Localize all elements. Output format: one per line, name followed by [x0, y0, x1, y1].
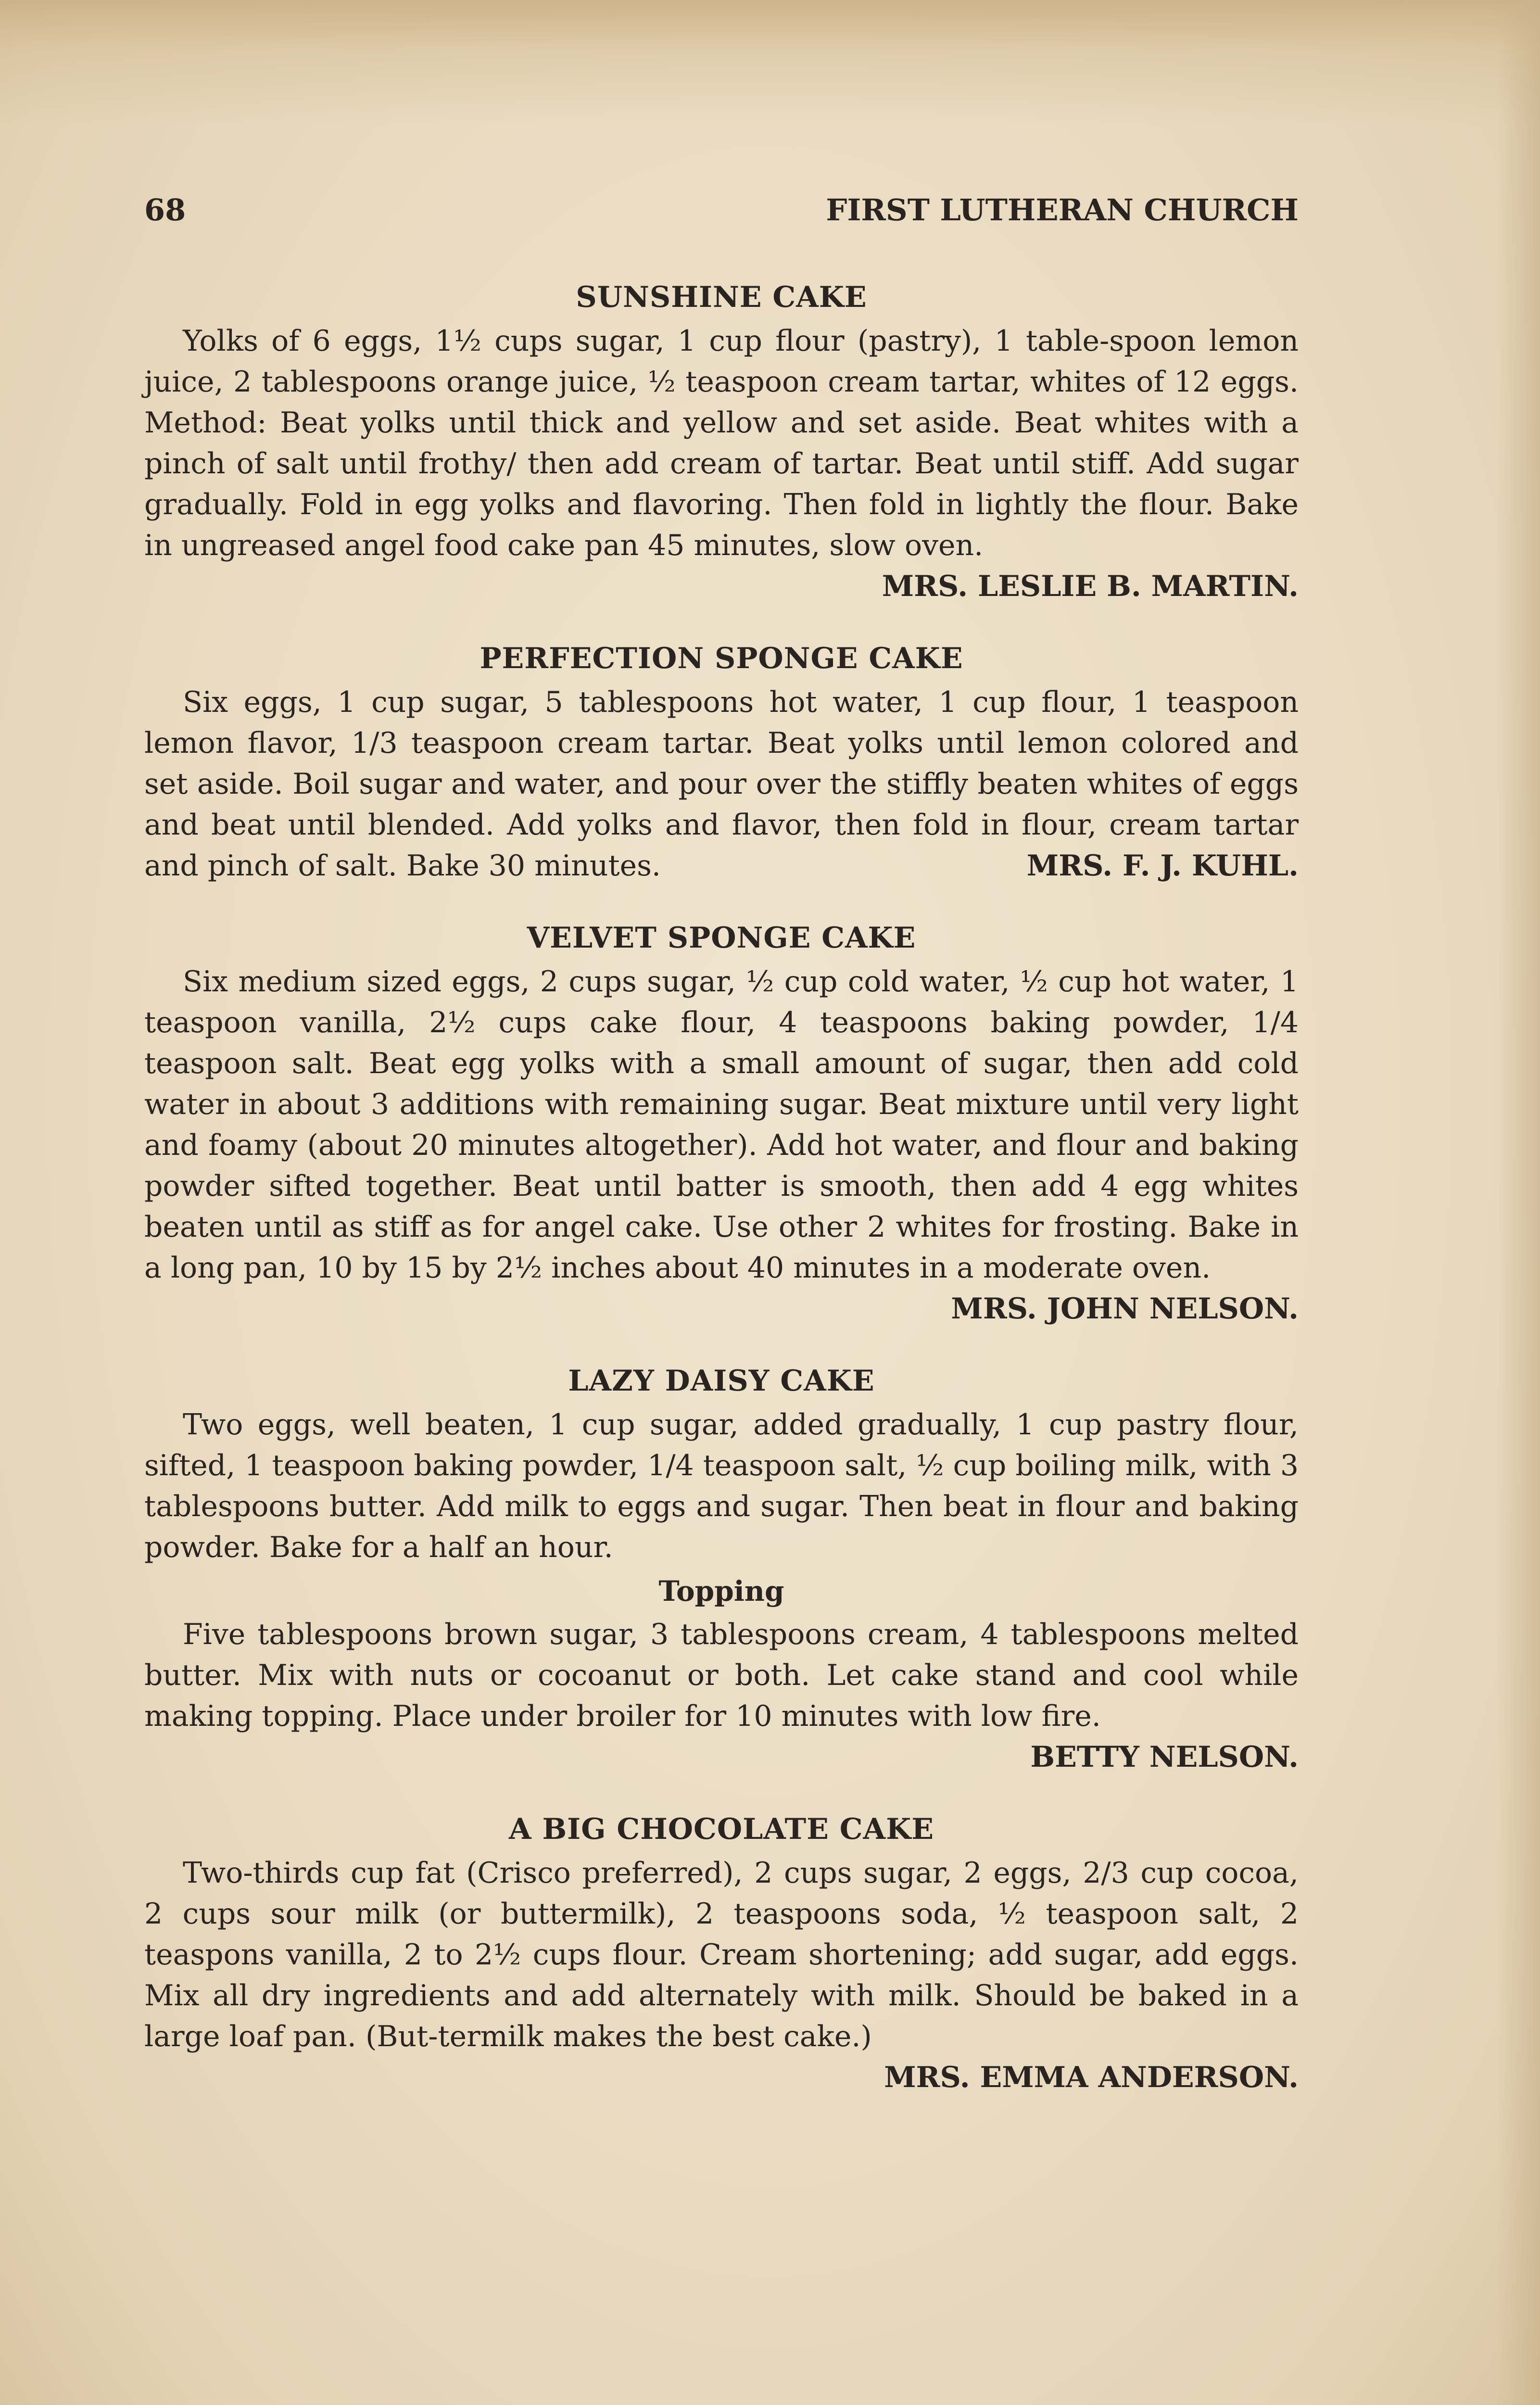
recipe-big-chocolate-cake: [144, 1812, 1299, 2098]
recipe-title: SUNSHINE CAKE: [576, 280, 867, 314]
recipe-title: LAZY DAISY CAKE: [568, 1364, 875, 1398]
recipe-body: [144, 962, 1299, 1326]
recipe-velvet-sponge-cake: [144, 921, 1299, 1329]
recipe-text: Six eggs, 1 cup sugar, 5 tablespoons hot water, 1 cup flour, 1 teaspoon lemon flavor, 1/3 teaspoon cream tartar. Beat yolks until lemon colored and set aside. Boil sugar and water, and pour over the stiffly beaten whites of eggs and beat until blended. Add yolks and flavor, then fold in flour, cream tartar and pinch of salt. Bake 30 minutes.: [144, 685, 1299, 883]
recipe-credit: MRS. F. J. KUHL.: [1026, 849, 1299, 883]
recipe-subtitle: Topping: [658, 1575, 784, 1608]
recipe-title: A BIG CHOCOLATE CAKE: [509, 1812, 934, 1846]
page-number: 68: [144, 192, 186, 228]
recipe-body: [144, 682, 1299, 886]
water-stain: [0, 0, 1540, 125]
recipe-body: [144, 1853, 1299, 2094]
recipe-body-topping: [144, 1614, 1299, 1774]
recipe-lazy-daisy-cake: [144, 1364, 1299, 1778]
recipe-credit: BETTY NELSON.: [1030, 1740, 1299, 1774]
recipe-title: VELVET SPONGE CAKE: [527, 921, 916, 955]
recipe-body: Two eggs, well beaten, 1 cup sugar, added gradually, 1 cup pastry flour, sifted, 1 teaspoon baking powder, 1/4 teaspoon salt, ½ cup boiling milk, with 3 tablespoons butter. Add milk to eggs and sugar. Then beat in flour and baking powder. Bake for a half an hour.: [144, 1408, 1299, 1564]
running-title: FIRST LUTHERAN CHURCH: [826, 192, 1299, 228]
recipe-text: Five tablespoons brown sugar, 3 tablespoons cream, 4 tablespoons melted butter. Mix with nuts or cocoanut or both. Let cake stand and cool while making topping. Place under broiler for 10 minutes with low fire.: [144, 1618, 1299, 1733]
recipe-perfection-sponge-cake: [144, 642, 1299, 886]
recipe-text: Yolks of 6 eggs, 1½ cups sugar, 1 cup flour (pastry), 1 table-spoon lemon juice, 2 tablespoons orange juice, ½ teaspoon cream tartar, whites of 12 eggs. Method: Beat yolks until thick and yellow and set aside. Beat whites with a pinch of salt until frothy/ then add cream of tartar. Beat until stiff. Add sugar gradually. Fold in egg yolks and flavoring. Then fold in lightly the flour. Bake in ungreased angel food cake pan 45 minutes, slow oven.: [144, 324, 1299, 562]
running-header: [144, 192, 1299, 228]
page-edge-shadow: [1497, 0, 1540, 2405]
recipe-text: Six medium sized eggs, 2 cups sugar, ½ cup cold water, ½ cup hot water, 1 teaspoon vanilla, 2½ cups cake flour, 4 teaspoons baking powder, 1/4 teaspoon salt. Beat egg yolks with a small amount of sugar, then add cold water in about 3 additions with remaining sugar. Beat mixture until very light and foamy (about 20 minutes altogether). Add hot water, and flour and baking powder sifted together. Beat until batter is smooth, then add 4 egg whites beaten until as stiff as for angel cake. Use other 2 whites for frosting. Bake in a long pan, 10 by 15 by 2½ inches about 40 minutes in a moderate oven.: [144, 965, 1299, 1285]
page-text: [144, 192, 1299, 2133]
recipe-body: [144, 321, 1299, 603]
recipe-sunshine-cake: [144, 280, 1299, 607]
recipe-credit: MRS. EMMA ANDERSON.: [884, 2061, 1299, 2094]
recipe-title: PERFECTION SPONGE CAKE: [480, 642, 963, 675]
recipe-credit: MRS. JOHN NELSON.: [951, 1292, 1299, 1326]
recipe-credit: MRS. LESLIE B. MARTIN.: [882, 570, 1299, 603]
recipe-text: Two-thirds cup fat (Crisco preferred), 2 cups sugar, 2 eggs, 2/3 cup cocoa, 2 cups sour milk (or buttermilk), 2 teaspoons soda, ½ teaspoon salt, 2 teaspons vanilla, 2 to 2½ cups flour. Cream shortening; add sugar, add eggs. Mix all dry ingredients and add alternately with milk. Should be baked in a large loaf pan. (But-termilk makes the best cake.): [144, 1856, 1299, 2053]
